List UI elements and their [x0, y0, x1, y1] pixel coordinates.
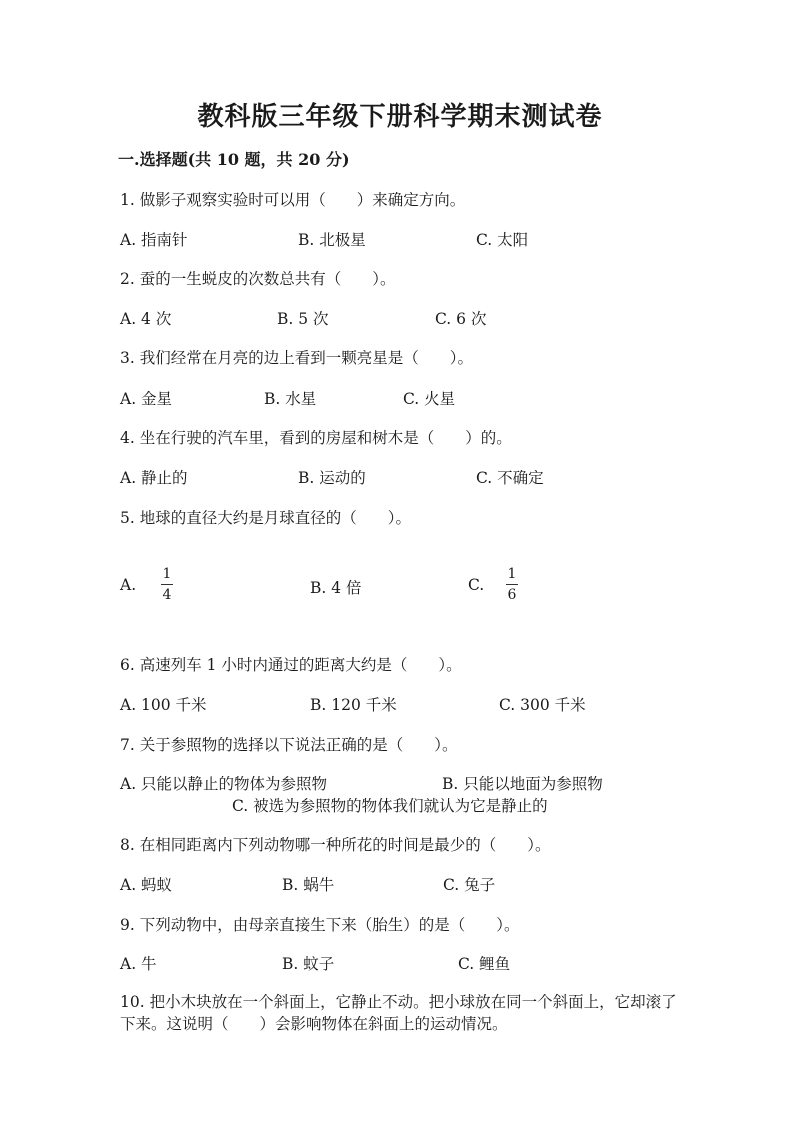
question-9-option-a: A. 牛 — [120, 955, 157, 973]
fraction-denominator: 6 — [507, 587, 517, 603]
question-6-option-c: C. 300 千米 — [499, 696, 586, 714]
question-2-option-a: A. 4 次 — [120, 310, 172, 328]
question-5-option-b: B. 4 倍 — [310, 579, 362, 597]
question-6-option-a: A. 100 千米 — [120, 696, 207, 714]
section-heading: 一.选择题(共 10 题，共 20 分) — [118, 150, 350, 169]
question-6-option-b: B. 120 千米 — [310, 696, 397, 714]
question-1-option-c: C. 太阳 — [476, 231, 529, 249]
question-7-option-a: A. 只能以静止的物体为参照物 — [120, 775, 328, 793]
question-2-option-c: C. 6 次 — [435, 310, 487, 328]
question-1-option-b: B. 北极星 — [298, 231, 366, 249]
question-3-option-b: B. 水星 — [264, 390, 317, 408]
fraction-one-quarter — [161, 566, 173, 603]
question-7-option-b: B. 只能以地面为参照物 — [442, 775, 603, 793]
fraction-denominator: 4 — [162, 587, 172, 603]
question-8-option-c: C. 兔子 — [443, 876, 496, 894]
question-2-stem: 2. 蚕的一生蜕皮的次数总共有（ ）。 — [120, 270, 396, 288]
question-3-option-a: A. 金星 — [120, 390, 173, 408]
fraction-bar — [161, 584, 173, 585]
fraction-numerator: 1 — [162, 566, 172, 582]
question-5-stem: 5. 地球的直径大约是月球直径的（ ）。 — [120, 509, 411, 527]
question-8-option-b: B. 蜗牛 — [282, 876, 335, 894]
question-4-option-c: C. 不确定 — [476, 469, 544, 487]
question-5-option-c: C. — [468, 576, 485, 594]
question-2-option-b: B. 5 次 — [277, 310, 329, 328]
question-9-option-c: C. 鲤鱼 — [458, 955, 511, 973]
fraction-numerator: 1 — [507, 566, 517, 582]
question-9-option-b: B. 蚊子 — [282, 955, 335, 973]
question-5-option-a: A. — [120, 576, 137, 594]
question-9-stem: 9. 下列动物中，由母亲直接生下来（胎生）的是（ ）。 — [120, 916, 520, 934]
question-10-stem: 10. 把小木块放在一个斜面上，它静止不动。把小球放在同一个斜面上，它却滚了下来。这说明（ ）会影响物体在斜面上的运动情况。 — [120, 993, 677, 1033]
page-title: 教科版三年级下册科学期末测试卷 — [197, 102, 603, 132]
question-1-stem: 1. 做影子观察实验时可以用（ ）来确定方向。 — [120, 191, 466, 209]
question-3-option-c: C. 火星 — [403, 390, 456, 408]
question-4-stem: 4. 坐在行驶的汽车里，看到的房屋和树木是（ ）的。 — [120, 429, 512, 447]
question-7-option-c: C. 被选为参照物的物体我们就认为它是静止的 — [232, 797, 548, 815]
question-4-option-b: B. 运动的 — [298, 469, 366, 487]
question-8-stem: 8. 在相同距离内下列动物哪一种所花的时间是最少的（ ）。 — [120, 836, 551, 854]
question-4-option-a: A. 静止的 — [120, 469, 188, 487]
question-7-stem: 7. 关于参照物的选择以下说法正确的是（ ）。 — [120, 736, 458, 754]
question-3-stem: 3. 我们经常在月亮的边上看到一颗亮星是（ ）。 — [120, 349, 473, 367]
question-6-stem: 6. 高速列车 1 小时内通过的距离大约是（ ）。 — [120, 656, 462, 674]
question-8-option-a: A. 蚂蚁 — [120, 876, 173, 894]
question-1-option-a: A. 指南针 — [120, 231, 188, 249]
fraction-bar — [506, 584, 518, 585]
fraction-one-sixth — [506, 566, 518, 603]
